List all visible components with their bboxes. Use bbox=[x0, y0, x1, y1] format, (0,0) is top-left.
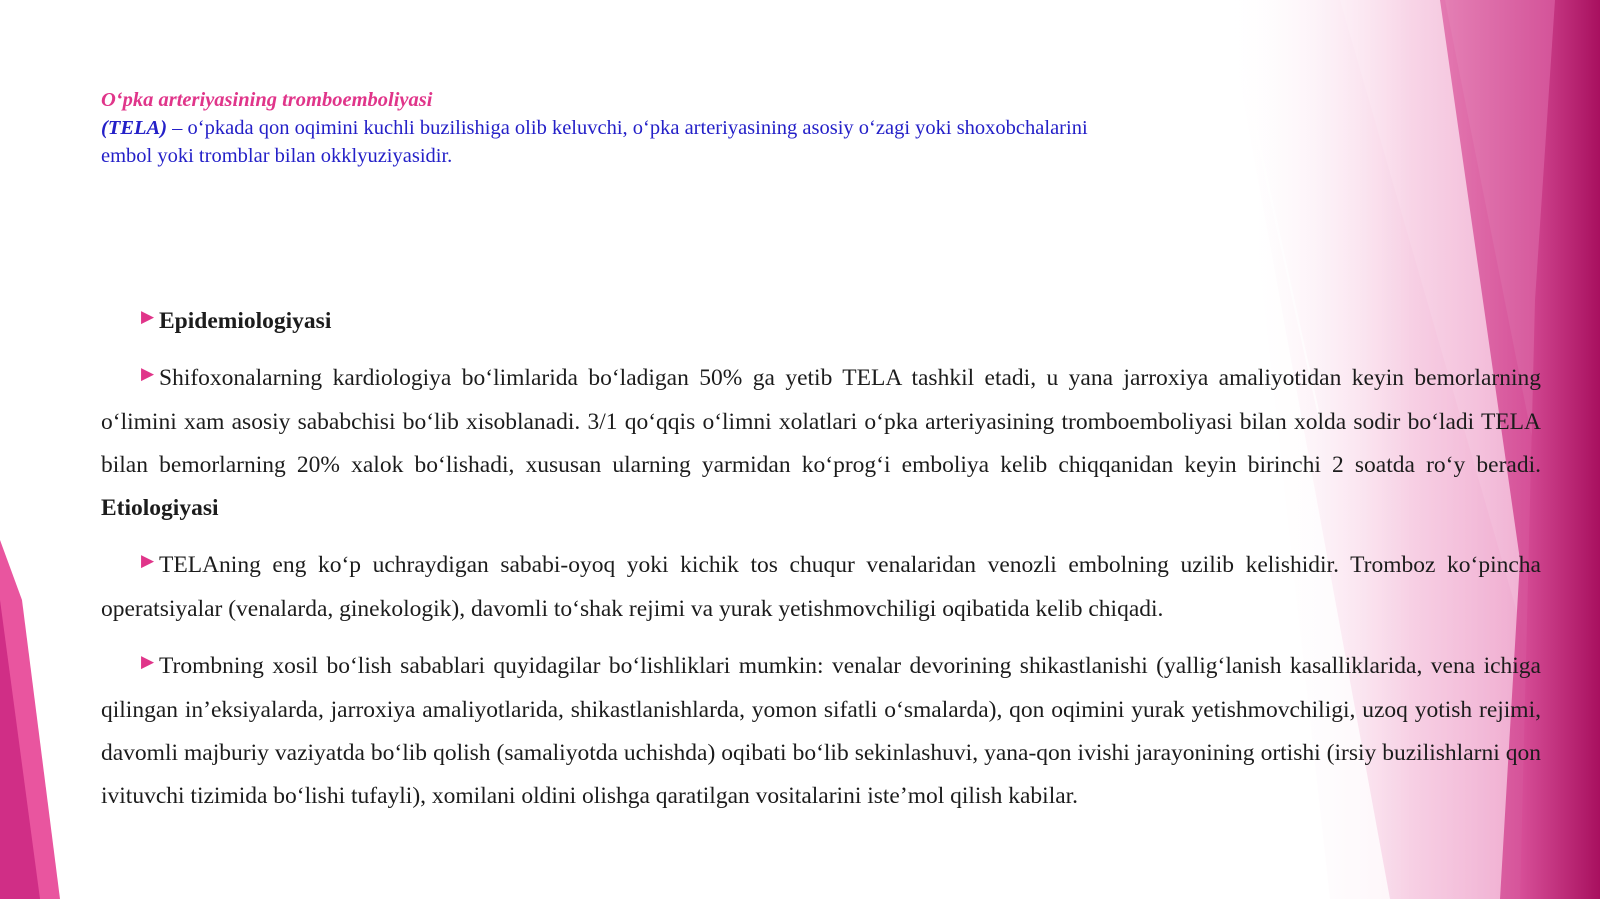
causes-text: Trombning xosil bo‘lish sabablari quyidagilar bo‘lishliklari mumkin: venalar devorining shikastlanishi (yallig‘lanish kasalliklarida, vena ichiga qilingan in’eksiyalarda, jarroxiya amaliyotlarida, shikastlanishlarda, yomon sifatli o‘smalarda), qon oqimini yurak yetishmovchiligi, uzoq yotish rejimi, davomli majburiy vaziyatda bo‘lib qolish (samaliyotda uchishda) oqibati bo‘lib sekinlashuvi, yana-qon ivishi jarayonining ortishi (irsiy buzilishlarni qon ivituvchi tizimida bo‘lishi tufayli), xomilani oldini olishga qaratilgan vositalarini iste’mol qilish kabilar. bbox=[101, 653, 1541, 809]
triangle-right-icon: ▶ bbox=[141, 551, 155, 570]
slide-header bbox=[101, 86, 1091, 170]
epidemiology-heading: Epidemiologiyasi bbox=[159, 308, 332, 334]
triangle-right-icon: ▶ bbox=[141, 364, 155, 383]
triangle-right-icon: ▶ bbox=[141, 652, 155, 671]
triangle-right-icon: ▶ bbox=[141, 307, 155, 326]
epidemiology-text: Shifoxonalarning kardiologiya bo‘limlarida bo‘ladigan 50% ga yetib TELA tashkil etadi, u yana jarroxiya amaliyotidan keyin bemorlarning o‘limini xam asosiy sababchisi bo‘lib xisoblanadi. 3/1 qo‘qqis o‘limni xolatlari o‘pka arteriyasining tromboemboliyasi bilan xolda sodir bo‘ladi TELA bilan bemorlarning 20% xalok bo‘lishadi, xususan ularning yarmidan ko‘prog‘i emboliya kelib chiqqanidan keyin birinchi 2 soatda ro‘y beradi. bbox=[101, 365, 1541, 478]
bullet-epidemiology-heading bbox=[101, 300, 1541, 344]
bullet-etiology-text bbox=[101, 544, 1541, 631]
slide-title: O‘pka arteriyasining tromboemboliyasi bbox=[101, 89, 433, 111]
etiology-heading: Etiologiyasi bbox=[101, 495, 219, 521]
title-abbreviation: (TELA) bbox=[101, 117, 168, 139]
bullet-causes-text bbox=[101, 645, 1541, 818]
etiology-text: TELAning eng ko‘p uchraydigan sababi-oyoq yoki kichik tos chuqur venalaridan venozli embolning uzilib kelishidir. Tromboz ko‘pincha operatsiyalar (venalarda, ginekologik), davomli to‘shak rejimi va yurak yetishmovchiligi oqibatida kelib chiqadi. bbox=[101, 552, 1541, 622]
slide-body bbox=[101, 300, 1541, 832]
bullet-epidemiology-text bbox=[101, 357, 1541, 530]
title-definition: – o‘pkada qon oqimini kuchli buzilishiga olib keluvchi, o‘pka arteriyasining asosiy o‘zagi yoki shoxobchalarini embol yoki tromblar bilan okklyuziyasidir. bbox=[101, 117, 1088, 167]
